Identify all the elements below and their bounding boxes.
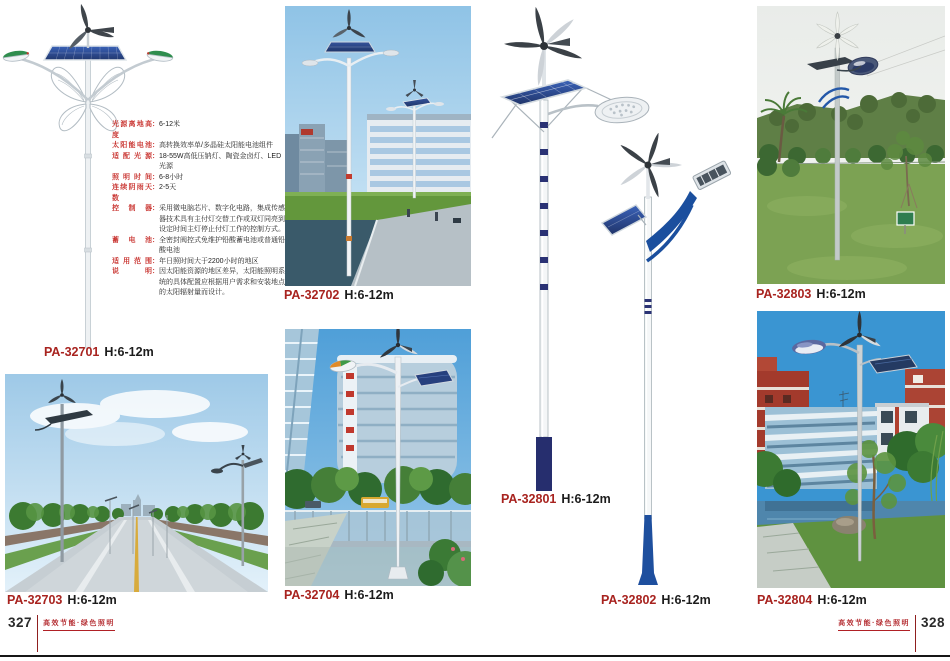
spec-block xyxy=(112,120,285,299)
spec-label: 适用范围 xyxy=(112,257,152,265)
product-size: H:6-12m xyxy=(67,593,117,607)
spec-value: 2-5天 xyxy=(159,184,177,191)
spec-label: 控制器 xyxy=(112,205,152,212)
page-number-left: 327 xyxy=(8,615,33,630)
bottom-rule xyxy=(0,655,950,657)
illustration-pa-32802 xyxy=(592,133,747,595)
photo-pa-32804 xyxy=(757,311,945,588)
spec-value: 18-55W高低压钠灯、陶瓷金卤灯、LED光源 xyxy=(159,152,282,170)
page-number-right: 328 xyxy=(920,615,945,630)
footer-slogan: 高效节能·绿色照明 xyxy=(43,618,115,631)
spec-value: 全密封阀控式免维护铅酸蓄电池或普通铅酸电池 xyxy=(159,236,285,254)
spec-row xyxy=(112,236,285,257)
lamp-head xyxy=(594,95,650,126)
product-size: H:6-12m xyxy=(561,492,611,506)
spec-value: 高转换效率单/多晶硅太阳能电池组件 xyxy=(159,142,273,149)
spec-colon: ： xyxy=(152,152,159,160)
spec-label: 照明时间 xyxy=(112,173,152,181)
spec-value: 年日照时间大于2200小时的地区 xyxy=(159,257,259,265)
spec-row xyxy=(112,173,285,184)
spec-colon: ： xyxy=(152,268,159,275)
product-size: H:6-12m xyxy=(817,593,867,607)
product-code: PA-32802 xyxy=(601,593,657,607)
spec-colon: ： xyxy=(152,184,159,191)
pole-base xyxy=(536,437,552,491)
product-code: PA-32703 xyxy=(7,593,63,607)
spec-label: 连续阴雨天数 xyxy=(112,184,152,202)
product-code: PA-32701 xyxy=(44,345,100,359)
footer-right xyxy=(838,616,945,652)
product-size: H:6-12m xyxy=(816,287,866,301)
product-size: H:6-12m xyxy=(661,593,711,607)
bus-windows xyxy=(363,499,387,503)
product-size: H:6-12m xyxy=(344,588,394,602)
arm-blue xyxy=(646,191,697,261)
product-label-pa-32701 xyxy=(44,346,154,359)
solar-panel xyxy=(44,46,126,60)
spec-row xyxy=(112,183,285,204)
spec-label: 蓄电池 xyxy=(112,236,152,244)
spec-value: 采用微电脑芯片、数字化电路，集成传感器技术具有主付灯交替工作或双灯同亮到设定时间主灯停止付灯工作的控制方式。 xyxy=(159,205,285,233)
wind-turbine-icon xyxy=(497,2,587,92)
spec-row xyxy=(112,267,285,299)
wind-turbine-icon xyxy=(608,133,690,203)
footer-divider xyxy=(915,615,916,652)
product-code: PA-32702 xyxy=(284,288,340,302)
lawn-edge xyxy=(285,192,471,196)
solar-panel xyxy=(602,205,646,235)
product-size: H:6-12m xyxy=(344,288,394,302)
pole xyxy=(536,100,552,491)
spec-colon: ： xyxy=(152,257,159,265)
spec-value: 6-8小时 xyxy=(159,173,184,181)
product-label-pa-32804 xyxy=(757,594,867,607)
spec-colon: ： xyxy=(152,142,159,149)
product-label-pa-32704 xyxy=(284,589,394,602)
pole-stripes xyxy=(645,299,652,314)
spec-row xyxy=(112,120,285,141)
pole-base xyxy=(638,515,658,585)
product-code: PA-32803 xyxy=(756,287,812,301)
spec-row xyxy=(112,141,285,152)
spec-colon: ： xyxy=(152,236,159,244)
photo-pa-32703 xyxy=(5,374,268,592)
wind-turbine-icon xyxy=(57,4,115,51)
spec-row xyxy=(112,204,285,236)
car xyxy=(305,501,321,508)
footer-left xyxy=(8,616,115,652)
product-label-pa-32803 xyxy=(756,288,866,301)
buildings xyxy=(285,114,471,196)
rock-highlight xyxy=(836,518,854,526)
spec-value: 因太阳能资源的地区差异，太阳能照明系统的具体配置应根据用户需求和安装地点的太阳辐射量而设计。 xyxy=(159,268,285,296)
spec-label: 说明 xyxy=(112,268,152,275)
spec-row xyxy=(112,152,285,173)
spec-label: 光源离地高度 xyxy=(112,121,152,139)
led-lamp xyxy=(692,160,731,190)
spec-colon: ： xyxy=(152,121,159,128)
lamp-arm xyxy=(548,105,598,114)
product-size: H:6-12m xyxy=(104,345,154,359)
product-label-pa-32703 xyxy=(7,594,117,607)
product-code: PA-32704 xyxy=(284,588,340,602)
spec-row xyxy=(112,257,285,268)
product-label-pa-32702 xyxy=(284,289,394,302)
product-code: PA-32804 xyxy=(757,593,813,607)
product-code: PA-32801 xyxy=(501,492,557,506)
spec-colon: ： xyxy=(152,173,159,181)
photo-pa-32803 xyxy=(757,6,945,284)
spec-label: 适配光源 xyxy=(112,152,152,160)
photo-pa-32702 xyxy=(285,6,471,286)
photo-pa-32704 xyxy=(285,329,471,586)
spec-colon: ： xyxy=(152,205,159,212)
spec-label: 太阳能电池 xyxy=(112,142,152,149)
product-label-pa-32802 xyxy=(601,594,711,607)
footer-slogan: 高效节能·绿色照明 xyxy=(838,618,910,631)
footer-divider xyxy=(37,615,38,652)
spec-value: 6-12米 xyxy=(159,121,181,128)
